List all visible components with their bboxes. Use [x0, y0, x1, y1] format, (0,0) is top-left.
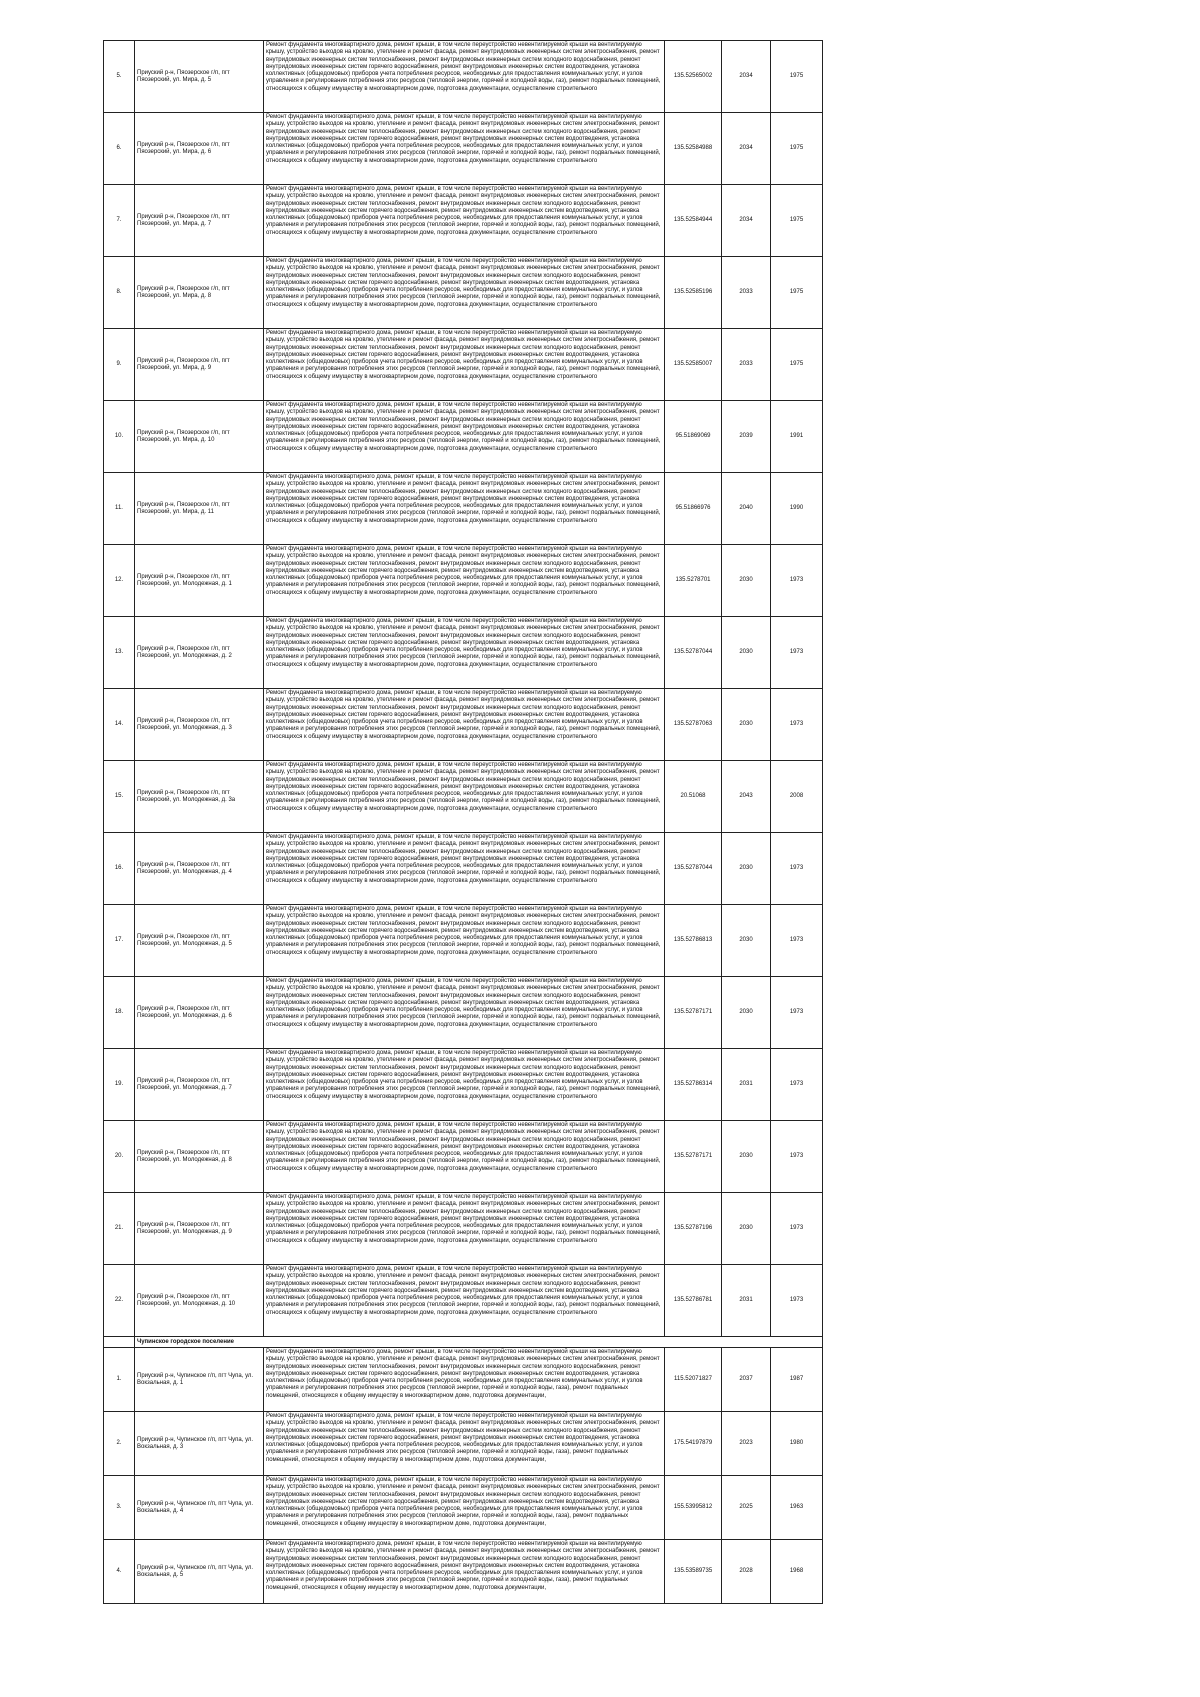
row-address: Приуский р-н, Чупинское г/п, пгт Чупа, ул. Вокзальная, д. 4 [135, 1476, 264, 1540]
row-work-description: Ремонт фундамента многоквартирного дома, ремонт крыши, в том числе переустройство невентилируемой крыши на вентилируемую крышу, устройство выходов на кровлю, утепление и ремонт фасада, ремонт внутридомовых инженерных систем электроснабжения, ремонт внутридомовых инженерных систем теплоснабжения, ремонт внутридомовых инженерных систем холодного водоснабжения, ремонт внутридомовых инженерных систем горячего водоснабжения, ремонт внутридомовых инженерных систем водоотведения, установка коллективных (общедомовых) приборов учета потребления ресурсов, необходимых для предоставления коммунальных услуг, и узлов управления и регулирования потребления этих ресурсов (тепловой энергии, горячей и холодной воды, газа), ремонт подвальных помещений, относящихся к общему имуществу в многоквартирном доме, подготовка документации, [264, 1348, 665, 1412]
row-number: 22. [104, 1265, 135, 1337]
section-num-cell [104, 1337, 135, 1348]
table-body-bottom [104, 1348, 823, 1604]
row-planned-year: 2040 [722, 473, 771, 545]
row-planned-year: 2030 [722, 617, 771, 689]
row-planned-year: 2033 [722, 329, 771, 401]
row-work-description: Ремонт фундамента многоквартирного дома, ремонт крыши, в том числе переустройство невентилируемой крыши на вентилируемую крышу, устройство выходов на кровлю, утепление и ремонт фасада, ремонт внутридомовых инженерных систем электроснабжения, ремонт внутридомовых инженерных систем теплоснабжения, ремонт внутридомовых инженерных систем холодного водоснабжения, ремонт внутридомовых инженерных систем горячего водоснабжения, ремонт внутридомовых инженерных систем водоотведения, установка коллективных (общедомовых) приборов учета потребления ресурсов, необходимых для предоставления коммунальных услуг, и узлов управления и регулирования потребления этих ресурсов (тепловой энергии, горячей и холодной воды, газ), ремонт подвальных помещений, относящихся к общему имуществу в многоквартирном доме, подготовка документации, осуществление строительного [264, 113, 665, 185]
row-build-year: 1973 [771, 689, 823, 761]
repair-program-table [103, 40, 823, 1604]
row-planned-year: 2030 [722, 905, 771, 977]
row-work-description: Ремонт фундамента многоквартирного дома, ремонт крыши, в том числе переустройство невентилируемой крыши на вентилируемую крышу, устройство выходов на кровлю, утепление и ремонт фасада, ремонт внутридомовых инженерных систем электроснабжения, ремонт внутридомовых инженерных систем теплоснабжения, ремонт внутридомовых инженерных систем холодного водоснабжения, ремонт внутридомовых инженерных систем горячего водоснабжения, ремонт внутридомовых инженерных систем водоотведения, установка коллективных (общедомовых) приборов учета потребления ресурсов, необходимых для предоставления коммунальных услуг, и узлов управления и регулирования потребления этих ресурсов (тепловой энергии, горячей и холодной воды, газ), ремонт подвальных помещений, относящихся к общему имуществу в многоквартирном доме, подготовка документации, осуществление строительного [264, 329, 665, 401]
table-row [104, 1049, 823, 1121]
table-row [104, 1265, 823, 1337]
row-number: 13. [104, 617, 135, 689]
row-cost-value: 135.53589735 [665, 1540, 722, 1604]
table-row [104, 1476, 823, 1540]
row-cost-value: 135.52584944 [665, 185, 722, 257]
row-planned-year: 2034 [722, 185, 771, 257]
table-row [104, 545, 823, 617]
row-cost-value: 135.52787063 [665, 689, 722, 761]
row-work-description: Ремонт фундамента многоквартирного дома, ремонт крыши, в том числе переустройство невентилируемой крыши на вентилируемую крышу, устройство выходов на кровлю, утепление и ремонт фасада, ремонт внутридомовых инженерных систем электроснабжения, ремонт внутридомовых инженерных систем теплоснабжения, ремонт внутридомовых инженерных систем холодного водоснабжения, ремонт внутридомовых инженерных систем горячего водоснабжения, ремонт внутридомовых инженерных систем водоотведения, установка коллективных (общедомовых) приборов учета потребления ресурсов, необходимых для предоставления коммунальных услуг, и узлов управления и регулирования потребления этих ресурсов (тепловой энергии, горячей и холодной воды, газ), ремонт подвальных помещений, относящихся к общему имуществу в многоквартирном доме, подготовка документации, осуществление строительного [264, 1193, 665, 1265]
row-planned-year: 2034 [722, 41, 771, 113]
row-planned-year: 2033 [722, 257, 771, 329]
row-number: 17. [104, 905, 135, 977]
row-number: 8. [104, 257, 135, 329]
table-row [104, 401, 823, 473]
table-row [104, 1540, 823, 1604]
table-row [104, 1193, 823, 1265]
row-cost-value: 135.52585196 [665, 257, 722, 329]
table-row [104, 1121, 823, 1193]
row-work-description: Ремонт фундамента многоквартирного дома, ремонт крыши, в том числе переустройство невентилируемой крыши на вентилируемую крышу, устройство выходов на кровлю, утепление и ремонт фасада, ремонт внутридомовых инженерных систем электроснабжения, ремонт внутридомовых инженерных систем теплоснабжения, ремонт внутридомовых инженерных систем холодного водоснабжения, ремонт внутридомовых инженерных систем горячего водоснабжения, ремонт внутридомовых инженерных систем водоотведения, установка коллективных (общедомовых) приборов учета потребления ресурсов, необходимых для предоставления коммунальных услуг, и узлов управления и регулирования потребления этих ресурсов (тепловой энергии, горячей и холодной воды, газ), ремонт подвальных помещений, относящихся к общему имуществу в многоквартирном доме, подготовка документации, осуществление строительного [264, 473, 665, 545]
row-build-year: 1973 [771, 905, 823, 977]
row-work-description: Ремонт фундамента многоквартирного дома, ремонт крыши, в том числе переустройство невентилируемой крыши на вентилируемую крышу, устройство выходов на кровлю, утепление и ремонт фасада, ремонт внутридомовых инженерных систем электроснабжения, ремонт внутридомовых инженерных систем теплоснабжения, ремонт внутридомовых инженерных систем холодного водоснабжения, ремонт внутридомовых инженерных систем горячего водоснабжения, ремонт внутридомовых инженерных систем водоотведения, установка коллективных (общедомовых) приборов учета потребления ресурсов, необходимых для предоставления коммунальных услуг, и узлов управления и регулирования потребления этих ресурсов (тепловой энергии, горячей и холодной воды, газ), ремонт подвальных помещений, относящихся к общему имуществу в многоквартирном доме, подготовка документации, осуществление строительного [264, 905, 665, 977]
row-address: Приуский р-н, Чупинское г/п, пгт Чупа, ул. Вокзальная, д. 3 [135, 1412, 264, 1476]
table-row [104, 905, 823, 977]
row-work-description: Ремонт фундамента многоквартирного дома, ремонт крыши, в том числе переустройство невентилируемой крыши на вентилируемую крышу, устройство выходов на кровлю, утепление и ремонт фасада, ремонт внутридомовых инженерных систем электроснабжения, ремонт внутридомовых инженерных систем теплоснабжения, ремонт внутридомовых инженерных систем холодного водоснабжения, ремонт внутридомовых инженерных систем горячего водоснабжения, ремонт внутридомовых инженерных систем водоотведения, установка коллективных (общедомовых) приборов учета потребления ресурсов, необходимых для предоставления коммунальных услуг, и узлов управления и регулирования потребления этих ресурсов (тепловой энергии, горячей и холодной воды, газ), ремонт подвальных помещений, относящихся к общему имуществу в многоквартирном доме, подготовка документации, осуществление строительного [264, 1121, 665, 1193]
row-planned-year: 2028 [722, 1540, 771, 1604]
row-planned-year: 2023 [722, 1412, 771, 1476]
section-title: Чупинское городское поселение [135, 1337, 823, 1348]
row-build-year: 2008 [771, 761, 823, 833]
table-row [104, 761, 823, 833]
row-planned-year: 2034 [722, 113, 771, 185]
row-build-year: 1973 [771, 977, 823, 1049]
row-number: 16. [104, 833, 135, 905]
table-row [104, 185, 823, 257]
row-work-description: Ремонт фундамента многоквартирного дома, ремонт крыши, в том числе переустройство невентилируемой крыши на вентилируемую крышу, устройство выходов на кровлю, утепление и ремонт фасада, ремонт внутридомовых инженерных систем электроснабжения, ремонт внутридомовых инженерных систем теплоснабжения, ремонт внутридомовых инженерных систем холодного водоснабжения, ремонт внутридомовых инженерных систем горячего водоснабжения, ремонт внутридомовых инженерных систем водоотведения, установка коллективных (общедомовых) приборов учета потребления ресурсов, необходимых для предоставления коммунальных услуг, и узлов управления и регулирования потребления этих ресурсов (тепловой энергии, горячей и холодной воды, газ), ремонт подвальных помещений, относящихся к общему имуществу в многоквартирном доме, подготовка документации, осуществление строительного [264, 617, 665, 689]
row-build-year: 1973 [771, 545, 823, 617]
row-address: Приуский р-н, Пяозерское г/п, пгт Пяозерский, ул. Мира, д. 5 [135, 41, 264, 113]
table-body-top [104, 41, 823, 1337]
row-build-year: 1973 [771, 1049, 823, 1121]
row-work-description: Ремонт фундамента многоквартирного дома, ремонт крыши, в том числе переустройство невентилируемой крыши на вентилируемую крышу, устройство выходов на кровлю, утепление и ремонт фасада, ремонт внутридомовых инженерных систем электроснабжения, ремонт внутридомовых инженерных систем теплоснабжения, ремонт внутридомовых инженерных систем холодного водоснабжения, ремонт внутридомовых инженерных систем горячего водоснабжения, ремонт внутридомовых инженерных систем водоотведения, установка коллективных (общедомовых) приборов учета потребления ресурсов, необходимых для предоставления коммунальных услуг, и узлов управления и регулирования потребления этих ресурсов (тепловой энергии, горячей и холодной воды, газа), ремонт подвальных помещений, относящихся к общему имуществу в многоквартирном доме, подготовка документации, [264, 1540, 665, 1604]
row-cost-value: 135.52565002 [665, 41, 722, 113]
row-cost-value: 135.52787171 [665, 977, 722, 1049]
row-work-description: Ремонт фундамента многоквартирного дома, ремонт крыши, в том числе переустройство невентилируемой крыши на вентилируемую крышу, устройство выходов на кровлю, утепление и ремонт фасада, ремонт внутридомовых инженерных систем электроснабжения, ремонт внутридомовых инженерных систем теплоснабжения, ремонт внутридомовых инженерных систем холодного водоснабжения, ремонт внутридомовых инженерных систем горячего водоснабжения, ремонт внутридомовых инженерных систем водоотведения, установка коллективных (общедомовых) приборов учета потребления ресурсов, необходимых для предоставления коммунальных услуг, и узлов управления и регулирования потребления этих ресурсов (тепловой энергии, горячей и холодной воды, газ), ремонт подвальных помещений, относящихся к общему имуществу в многоквартирном доме, подготовка документации, осуществление строительного [264, 1049, 665, 1121]
row-build-year: 1973 [771, 833, 823, 905]
row-planned-year: 2030 [722, 1193, 771, 1265]
row-work-description: Ремонт фундамента многоквартирного дома, ремонт крыши, в том числе переустройство невентилируемой крыши на вентилируемую крышу, устройство выходов на кровлю, утепление и ремонт фасада, ремонт внутридомовых инженерных систем электроснабжения, ремонт внутридомовых инженерных систем теплоснабжения, ремонт внутридомовых инженерных систем холодного водоснабжения, ремонт внутридомовых инженерных систем горячего водоснабжения, ремонт внутридомовых инженерных систем водоотведения, установка коллективных (общедомовых) приборов учета потребления ресурсов, необходимых для предоставления коммунальных услуг, и узлов управления и регулирования потребления этих ресурсов (тепловой энергии, горячей и холодной воды, газ), ремонт подвальных помещений, относящихся к общему имуществу в многоквартирном доме, подготовка документации, осуществление строительного [264, 185, 665, 257]
row-cost-value: 135.52786781 [665, 1265, 722, 1337]
row-number: 21. [104, 1193, 135, 1265]
row-cost-value: 135.52584988 [665, 113, 722, 185]
row-work-description: Ремонт фундамента многоквартирного дома, ремонт крыши, в том числе переустройство невентилируемой крыши на вентилируемую крышу, устройство выходов на кровлю, утепление и ремонт фасада, ремонт внутридомовых инженерных систем электроснабжения, ремонт внутридомовых инженерных систем теплоснабжения, ремонт внутридомовых инженерных систем холодного водоснабжения, ремонт внутридомовых инженерных систем горячего водоснабжения, ремонт внутридомовых инженерных систем водоотведения, установка коллективных (общедомовых) приборов учета потребления ресурсов, необходимых для предоставления коммунальных услуг, и узлов управления и регулирования потребления этих ресурсов (тепловой энергии, горячей и холодной воды, газа), ремонт подвальных помещений, относящихся к общему имуществу в многоквартирном доме, подготовка документации, [264, 1412, 665, 1476]
table-row [104, 41, 823, 113]
row-number: 3. [104, 1476, 135, 1540]
row-build-year: 1973 [771, 1121, 823, 1193]
row-build-year: 1968 [771, 1540, 823, 1604]
document-page [103, 40, 823, 1604]
row-work-description: Ремонт фундамента многоквартирного дома, ремонт крыши, в том числе переустройство невентилируемой крыши на вентилируемую крышу, устройство выходов на кровлю, утепление и ремонт фасада, ремонт внутридомовых инженерных систем электроснабжения, ремонт внутридомовых инженерных систем теплоснабжения, ремонт внутридомовых инженерных систем холодного водоснабжения, ремонт внутридомовых инженерных систем горячего водоснабжения, ремонт внутридомовых инженерных систем водоотведения, установка коллективных (общедомовых) приборов учета потребления ресурсов, необходимых для предоставления коммунальных услуг, и узлов управления и регулирования потребления этих ресурсов (тепловой энергии, горячей и холодной воды, газ), ремонт подвальных помещений, относящихся к общему имуществу в многоквартирном доме, подготовка документации, осуществление строительного [264, 545, 665, 617]
row-number: 10. [104, 401, 135, 473]
table-row [104, 473, 823, 545]
row-cost-value: 135.52786314 [665, 1049, 722, 1121]
row-number: 19. [104, 1049, 135, 1121]
row-number: 7. [104, 185, 135, 257]
row-planned-year: 2031 [722, 1049, 771, 1121]
row-cost-value: 20.51068 [665, 761, 722, 833]
row-planned-year: 2030 [722, 1121, 771, 1193]
row-cost-value: 175.54197879 [665, 1412, 722, 1476]
row-work-description: Ремонт фундамента многоквартирного дома, ремонт крыши, в том числе переустройство невентилируемой крыши на вентилируемую крышу, устройство выходов на кровлю, утепление и ремонт фасада, ремонт внутридомовых инженерных систем электроснабжения, ремонт внутридомовых инженерных систем теплоснабжения, ремонт внутридомовых инженерных систем холодного водоснабжения, ремонт внутридомовых инженерных систем горячего водоснабжения, ремонт внутридомовых инженерных систем водоотведения, установка коллективных (общедомовых) приборов учета потребления ресурсов, необходимых для предоставления коммунальных услуг, и узлов управления и регулирования потребления этих ресурсов (тепловой энергии, горячей и холодной воды, газ), ремонт подвальных помещений, относящихся к общему имуществу в многоквартирном доме, подготовка документации, осуществление строительного [264, 689, 665, 761]
row-work-description: Ремонт фундамента многоквартирного дома, ремонт крыши, в том числе переустройство невентилируемой крыши на вентилируемую крышу, устройство выходов на кровлю, утепление и ремонт фасада, ремонт внутридомовых инженерных систем электроснабжения, ремонт внутридомовых инженерных систем теплоснабжения, ремонт внутридомовых инженерных систем холодного водоснабжения, ремонт внутридомовых инженерных систем горячего водоснабжения, ремонт внутридомовых инженерных систем водоотведения, установка коллективных (общедомовых) приборов учета потребления ресурсов, необходимых для предоставления коммунальных услуг, и узлов управления и регулирования потребления этих ресурсов (тепловой энергии, горячей и холодной воды, газ), ремонт подвальных помещений, относящихся к общему имуществу в многоквартирном доме, подготовка документации, осуществление строительного [264, 41, 665, 113]
row-cost-value: 155.53995812 [665, 1476, 722, 1540]
row-address: Приуский р-н, Пяозерское г/п, пгт Пяозерский, ул. Мира, д. 9 [135, 329, 264, 401]
row-cost-value: 95.51866976 [665, 473, 722, 545]
row-build-year: 1973 [771, 1193, 823, 1265]
row-address: Приуский р-н, Пяозерское г/п, пгт Пяозерский, ул. Молодежная, д. 3а [135, 761, 264, 833]
row-build-year: 1991 [771, 401, 823, 473]
row-cost-value: 135.52787044 [665, 617, 722, 689]
table-row [104, 257, 823, 329]
row-cost-value: 135.52787196 [665, 1193, 722, 1265]
row-address: Приуский р-н, Пяозерское г/п, пгт Пяозерский, ул. Молодежная, д. 2 [135, 617, 264, 689]
row-number: 12. [104, 545, 135, 617]
row-planned-year: 2031 [722, 1265, 771, 1337]
row-address: Приуский р-н, Пяозерское г/п, пгт Пяозерский, ул. Молодежная, д. 8 [135, 1121, 264, 1193]
row-cost-value: 95.51869069 [665, 401, 722, 473]
row-number: 4. [104, 1540, 135, 1604]
row-work-description: Ремонт фундамента многоквартирного дома, ремонт крыши, в том числе переустройство невентилируемой крыши на вентилируемую крышу, устройство выходов на кровлю, утепление и ремонт фасада, ремонт внутридомовых инженерных систем электроснабжения, ремонт внутридомовых инженерных систем теплоснабжения, ремонт внутридомовых инженерных систем холодного водоснабжения, ремонт внутридомовых инженерных систем горячего водоснабжения, ремонт внутридомовых инженерных систем водоотведения, установка коллективных (общедомовых) приборов учета потребления ресурсов, необходимых для предоставления коммунальных услуг, и узлов управления и регулирования потребления этих ресурсов (тепловой энергии, горячей и холодной воды, газ), ремонт подвальных помещений, относящихся к общему имуществу в многоквартирном доме, подготовка документации, осуществление строительного [264, 1265, 665, 1337]
table-row [104, 977, 823, 1049]
row-build-year: 1980 [771, 1412, 823, 1476]
row-cost-value: 135.52786813 [665, 905, 722, 977]
row-work-description: Ремонт фундамента многоквартирного дома, ремонт крыши, в том числе переустройство невентилируемой крыши на вентилируемую крышу, устройство выходов на кровлю, утепление и ремонт фасада, ремонт внутридомовых инженерных систем электроснабжения, ремонт внутридомовых инженерных систем теплоснабжения, ремонт внутридомовых инженерных систем холодного водоснабжения, ремонт внутридомовых инженерных систем горячего водоснабжения, ремонт внутридомовых инженерных систем водоотведения, установка коллективных (общедомовых) приборов учета потребления ресурсов, необходимых для предоставления коммунальных услуг, и узлов управления и регулирования потребления этих ресурсов (тепловой энергии, горячей и холодной воды, газ), ремонт подвальных помещений, относящихся к общему имуществу в многоквартирном доме, подготовка документации, осуществление строительного [264, 401, 665, 473]
section-row [104, 1337, 823, 1348]
row-number: 2. [104, 1412, 135, 1476]
row-planned-year: 2030 [722, 977, 771, 1049]
row-number: 1. [104, 1348, 135, 1412]
row-address: Приуский р-н, Пяозерское г/п, пгт Пяозерский, ул. Молодежная, д. 6 [135, 977, 264, 1049]
row-address: Приуский р-н, Пяозерское г/п, пгт Пяозерский, ул. Молодежная, д. 5 [135, 905, 264, 977]
row-work-description: Ремонт фундамента многоквартирного дома, ремонт крыши, в том числе переустройство невентилируемой крыши на вентилируемую крышу, устройство выходов на кровлю, утепление и ремонт фасада, ремонт внутридомовых инженерных систем электроснабжения, ремонт внутридомовых инженерных систем теплоснабжения, ремонт внутридомовых инженерных систем холодного водоснабжения, ремонт внутридомовых инженерных систем горячего водоснабжения, ремонт внутридомовых инженерных систем водоотведения, установка коллективных (общедомовых) приборов учета потребления ресурсов, необходимых для предоставления коммунальных услуг, и узлов управления и регулирования потребления этих ресурсов (тепловой энергии, горячей и холодной воды, газ), ремонт подвальных помещений, относящихся к общему имуществу в многоквартирном доме, подготовка документации, осуществление строительного [264, 833, 665, 905]
row-address: Приуский р-н, Пяозерское г/п, пгт Пяозерский, ул. Молодежная, д. 10 [135, 1265, 264, 1337]
row-planned-year: 2030 [722, 833, 771, 905]
row-planned-year: 2030 [722, 689, 771, 761]
row-build-year: 1975 [771, 41, 823, 113]
row-build-year: 1975 [771, 185, 823, 257]
row-build-year: 1975 [771, 257, 823, 329]
row-address: Приуский р-н, Пяозерское г/п, пгт Пяозерский, ул. Молодежная, д. 4 [135, 833, 264, 905]
row-number: 14. [104, 689, 135, 761]
row-address: Приуский р-н, Пяозерское г/п, пгт Пяозерский, ул. Мира, д. 8 [135, 257, 264, 329]
row-planned-year: 2025 [722, 1476, 771, 1540]
row-build-year: 1987 [771, 1348, 823, 1412]
row-address: Приуский р-н, Пяозерское г/п, пгт Пяозерский, ул. Молодежная, д. 9 [135, 1193, 264, 1265]
row-planned-year: 2039 [722, 401, 771, 473]
row-build-year: 1990 [771, 473, 823, 545]
row-number: 9. [104, 329, 135, 401]
row-build-year: 1963 [771, 1476, 823, 1540]
table-row [104, 617, 823, 689]
table-row [104, 689, 823, 761]
row-build-year: 1975 [771, 113, 823, 185]
row-planned-year: 2037 [722, 1348, 771, 1412]
row-address: Приуский р-н, Пяозерское г/п, пгт Пяозерский, ул. Молодежная, д. 7 [135, 1049, 264, 1121]
row-number: 5. [104, 41, 135, 113]
row-build-year: 1973 [771, 617, 823, 689]
table-row [104, 329, 823, 401]
row-number: 11. [104, 473, 135, 545]
row-address: Приуский р-н, Пяозерское г/п, пгт Пяозерский, ул. Молодежная, д. 3 [135, 689, 264, 761]
row-address: Приуский р-н, Чупинское г/п, пгт Чупа, ул. Вокзальная, д. 1 [135, 1348, 264, 1412]
row-number: 20. [104, 1121, 135, 1193]
section-header [104, 1337, 823, 1348]
row-cost-value: 135.5278701 [665, 545, 722, 617]
row-address: Приуский р-н, Пяозерское г/п, пгт Пяозерский, ул. Мира, д. 7 [135, 185, 264, 257]
table-row [104, 833, 823, 905]
row-work-description: Ремонт фундамента многоквартирного дома, ремонт крыши, в том числе переустройство невентилируемой крыши на вентилируемую крышу, устройство выходов на кровлю, утепление и ремонт фасада, ремонт внутридомовых инженерных систем электроснабжения, ремонт внутридомовых инженерных систем теплоснабжения, ремонт внутридомовых инженерных систем холодного водоснабжения, ремонт внутридомовых инженерных систем горячего водоснабжения, ремонт внутридомовых инженерных систем водоотведения, установка коллективных (общедомовых) приборов учета потребления ресурсов, необходимых для предоставления коммунальных услуг, и узлов управления и регулирования потребления этих ресурсов (тепловой энергии, горячей и холодной воды, газ), ремонт подвальных помещений, относящихся к общему имуществу в многоквартирном доме, подготовка документации, осуществление строительного [264, 977, 665, 1049]
row-work-description: Ремонт фундамента многоквартирного дома, ремонт крыши, в том числе переустройство невентилируемой крыши на вентилируемую крышу, устройство выходов на кровлю, утепление и ремонт фасада, ремонт внутридомовых инженерных систем электроснабжения, ремонт внутридомовых инженерных систем теплоснабжения, ремонт внутридомовых инженерных систем холодного водоснабжения, ремонт внутридомовых инженерных систем горячего водоснабжения, ремонт внутридомовых инженерных систем водоотведения, установка коллективных (общедомовых) приборов учета потребления ресурсов, необходимых для предоставления коммунальных услуг, и узлов управления и регулирования потребления этих ресурсов (тепловой энергии, горячей и холодной воды, газа), ремонт подвальных помещений, относящихся к общему имуществу в многоквартирном доме, подготовка документации, [264, 1476, 665, 1540]
row-build-year: 1973 [771, 1265, 823, 1337]
row-number: 6. [104, 113, 135, 185]
table-row [104, 113, 823, 185]
row-address: Приуский р-н, Пяозерское г/п, пгт Пяозерский, ул. Молодежная, д. 1 [135, 545, 264, 617]
row-address: Приуский р-н, Пяозерское г/п, пгт Пяозерский, ул. Мира, д. 11 [135, 473, 264, 545]
row-number: 18. [104, 977, 135, 1049]
row-cost-value: 135.52787044 [665, 833, 722, 905]
table-row [104, 1348, 823, 1412]
row-address: Приуский р-н, Пяозерское г/п, пгт Пяозерский, ул. Мира, д. 10 [135, 401, 264, 473]
row-work-description: Ремонт фундамента многоквартирного дома, ремонт крыши, в том числе переустройство невентилируемой крыши на вентилируемую крышу, устройство выходов на кровлю, утепление и ремонт фасада, ремонт внутридомовых инженерных систем электроснабжения, ремонт внутридомовых инженерных систем теплоснабжения, ремонт внутридомовых инженерных систем холодного водоснабжения, ремонт внутридомовых инженерных систем горячего водоснабжения, ремонт внутридомовых инженерных систем водоотведения, установка коллективных (общедомовых) приборов учета потребления ресурсов, необходимых для предоставления коммунальных услуг, и узлов управления и регулирования потребления этих ресурсов (тепловой энергии, горячей и холодной воды, газ), ремонт подвальных помещений, относящихся к общему имуществу в многоквартирном доме, подготовка документации, осуществление строительного [264, 257, 665, 329]
row-cost-value: 115.52071827 [665, 1348, 722, 1412]
row-cost-value: 135.52585007 [665, 329, 722, 401]
row-number: 15. [104, 761, 135, 833]
row-planned-year: 2030 [722, 545, 771, 617]
row-cost-value: 135.52787171 [665, 1121, 722, 1193]
row-planned-year: 2043 [722, 761, 771, 833]
row-build-year: 1975 [771, 329, 823, 401]
row-address: Приуский р-н, Чупинское г/п, пгт Чупа, ул. Вокзальная, д. 5 [135, 1540, 264, 1604]
table-row [104, 1412, 823, 1476]
row-address: Приуский р-н, Пяозерское г/п, пгт Пяозерский, ул. Мира, д. 6 [135, 113, 264, 185]
row-work-description: Ремонт фундамента многоквартирного дома, ремонт крыши, в том числе переустройство невентилируемой крыши на вентилируемую крышу, устройство выходов на кровлю, утепление и ремонт фасада, ремонт внутридомовых инженерных систем электроснабжения, ремонт внутридомовых инженерных систем теплоснабжения, ремонт внутридомовых инженерных систем холодного водоснабжения, ремонт внутридомовых инженерных систем горячего водоснабжения, ремонт внутридомовых инженерных систем водоотведения, установка коллективных (общедомовых) приборов учета потребления ресурсов, необходимых для предоставления коммунальных услуг, и узлов управления и регулирования потребления этих ресурсов (тепловой энергии, горячей и холодной воды, газ), ремонт подвальных помещений, относящихся к общему имуществу в многоквартирном доме, подготовка документации, осуществление строительного [264, 761, 665, 833]
